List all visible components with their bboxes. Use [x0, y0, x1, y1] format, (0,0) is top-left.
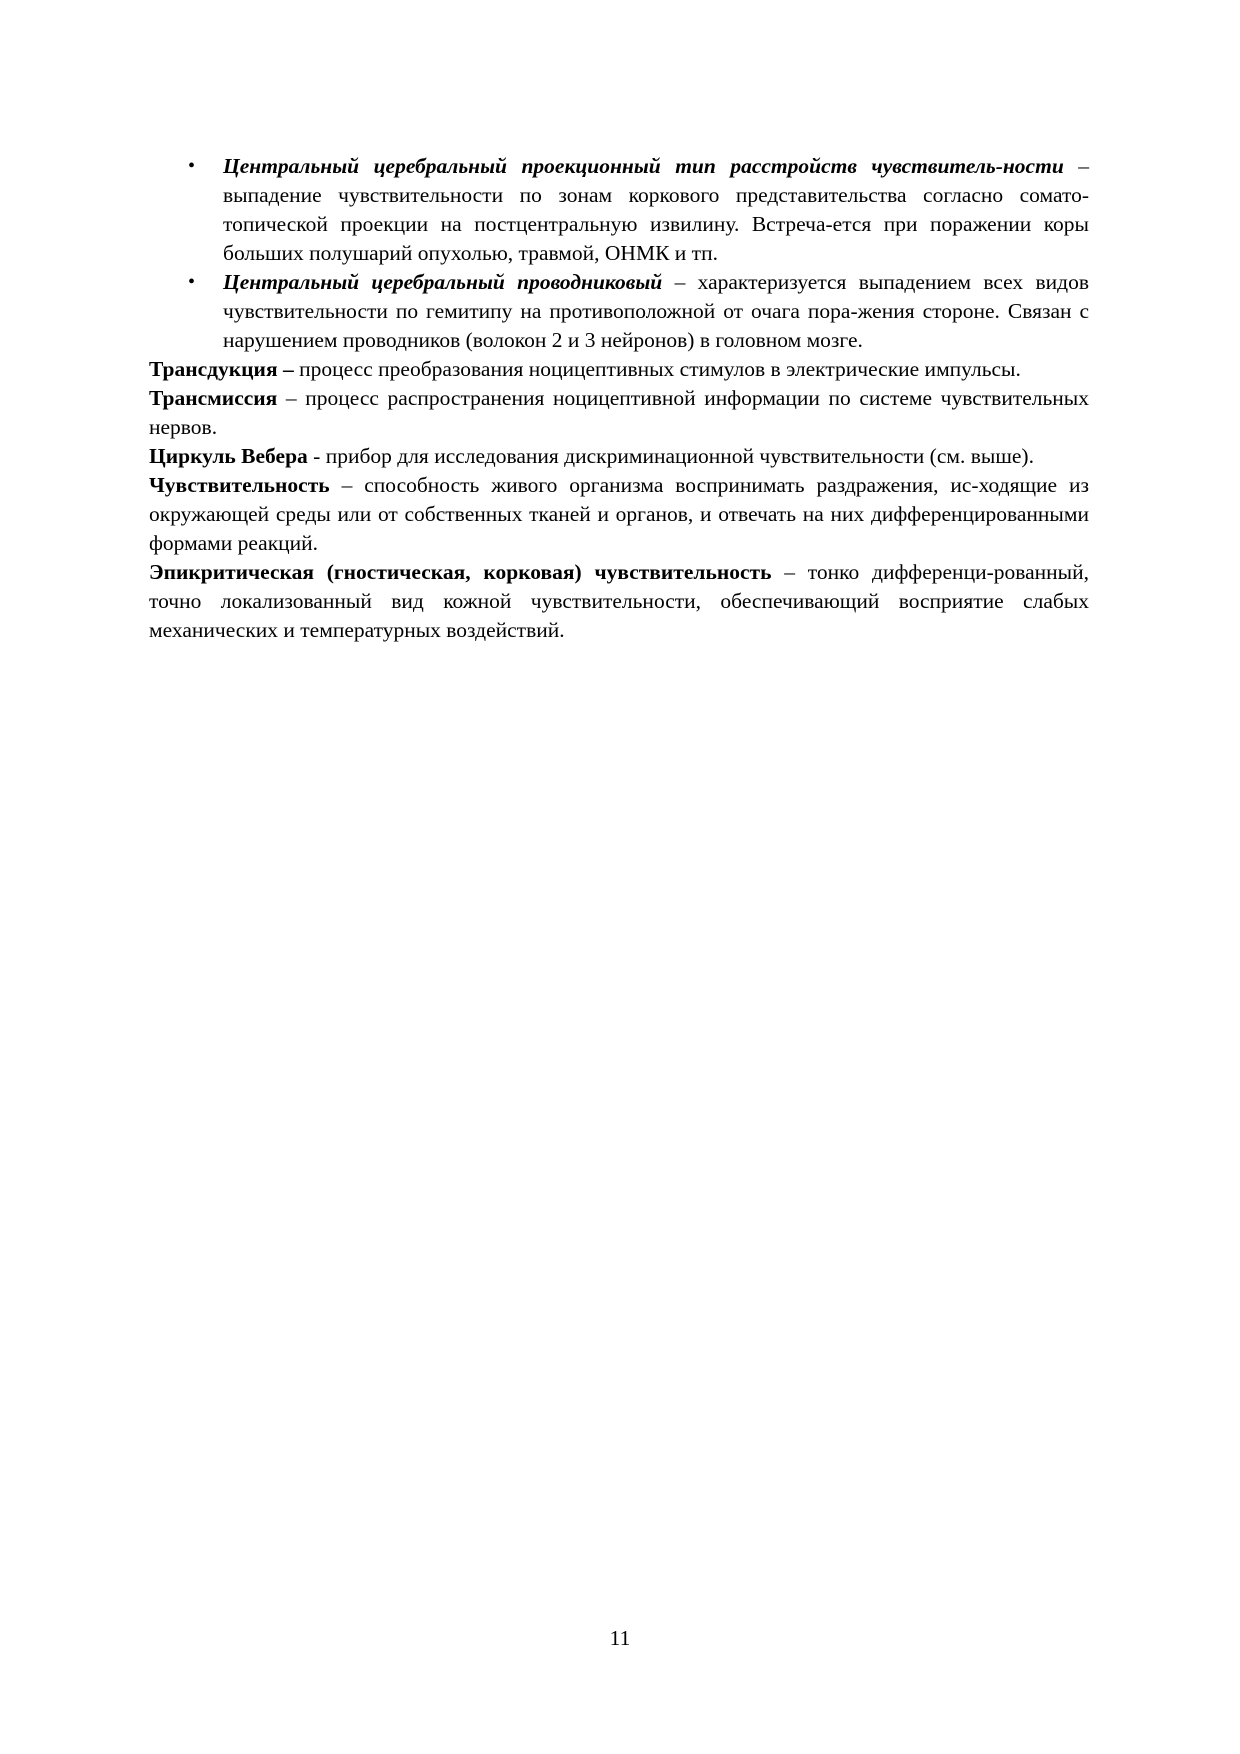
bullet-term: Центральный церебральный проводниковый — [223, 270, 663, 294]
bullet-list — [149, 152, 1089, 355]
definition-text: процесс преобразования ноцицептивных стимулов в электрические импульсы. — [293, 357, 1021, 381]
list-item — [149, 152, 1089, 268]
definition-term: Эпикритическая (гностическая, корковая) чувствительность — [149, 560, 772, 584]
definition-paragraph — [149, 471, 1089, 558]
definition-paragraph — [149, 442, 1089, 471]
bullet-icon: • — [188, 155, 196, 177]
definition-text: - прибор для исследования дискриминационной чувствительности (см. выше). — [307, 444, 1034, 468]
definition-text: – процесс распространения ноцицептивной информации по системе чувствительных нервов. — [149, 386, 1089, 439]
definition-text: – способность живого организма воспринимать раздражения, ис-ходящие из окружающей среды или от собственных тканей и органов, и отвечать на них дифференцированными формами реакций. — [149, 473, 1089, 555]
definition-term: Циркуль Вебера — [149, 444, 308, 468]
page-content — [149, 152, 1089, 645]
bullet-text: – характеризуется выпадением всех видов чувствительности по гемитипу на противоположной от очага пора-жения стороне. Связан с нарушением проводников (волокон 2 и 3 нейронов) в головном мозге. — [223, 270, 1089, 352]
definition-paragraph — [149, 384, 1089, 442]
definition-paragraph — [149, 355, 1089, 384]
definition-term: Трансмиссия — [149, 386, 278, 410]
definition-text: – тонко дифференци-рованный, точно локализованный вид кожной чувствительности, обеспечивающий восприятие слабых механических и температурных воздействий. — [149, 560, 1089, 642]
bullet-icon: • — [188, 271, 196, 293]
definition-term: Трансдукция – — [149, 357, 294, 381]
bullet-text: – выпадение чувствительности по зонам коркового представительства согласно сомато-топической проекции на постцентральную извилину. Встреча-ется при поражении коры больших полушарий опухолью, травмой, ОНМК и тп. — [223, 154, 1089, 265]
definition-paragraph — [149, 558, 1089, 645]
bullet-term: Центральный церебральный проекционный тип расстройств чувствитель-ности — [223, 154, 1064, 178]
page-number: 11 — [609, 1626, 631, 1650]
definition-term: Чувствительность — [149, 473, 330, 497]
list-item — [149, 268, 1089, 355]
